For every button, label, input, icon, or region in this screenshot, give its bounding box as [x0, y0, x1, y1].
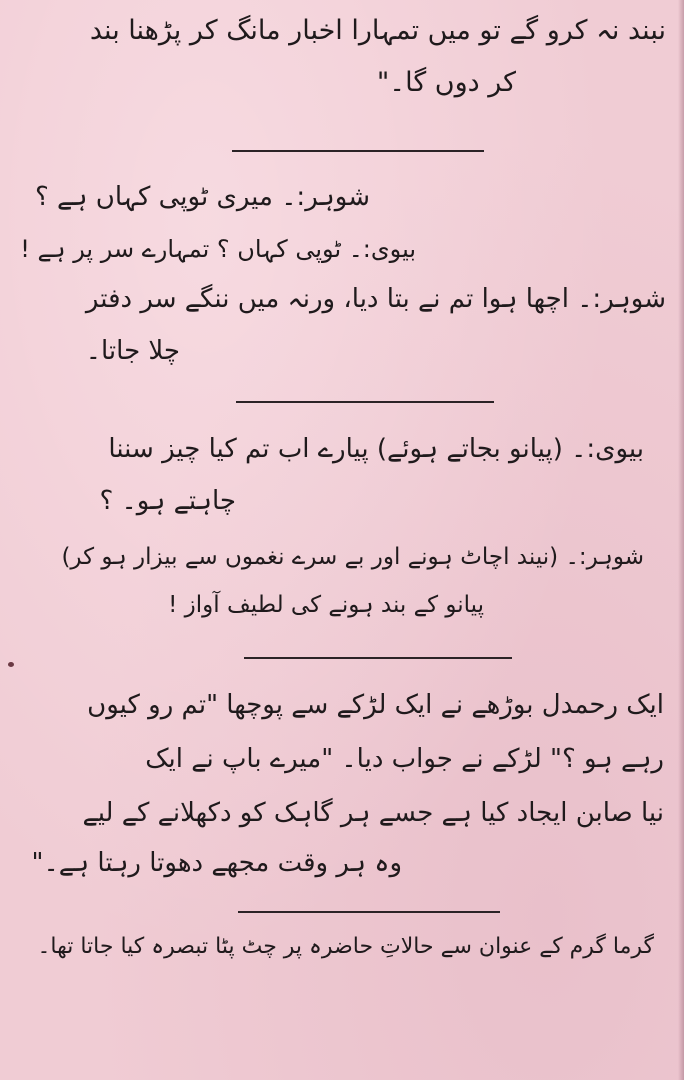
- section-divider: [236, 401, 494, 403]
- text-line: شوہر:۔ اچھا ہوا تم نے بتا دیا، ورنہ میں ننگے سر دفتر: [85, 284, 666, 314]
- text-line: رہے ہو ؟" لڑکے نے جواب دیا۔ "میرے باپ نے ایک: [145, 744, 664, 774]
- ink-speck: [8, 662, 14, 667]
- text-line: نبند نہ کرو گے تو میں تمہارا اخبار مانگ کر پڑھنا بند: [89, 15, 666, 46]
- section-divider: [244, 657, 512, 659]
- text-line: بیوی:۔ ٹوپی کہاں ؟ تمہارے سر پر ہے !: [20, 235, 416, 263]
- text-line: شوہر:۔ میری ٹوپی کہاں ہے ؟: [34, 182, 370, 212]
- text-line: نیا صابن ایجاد کیا ہے جسے ہر گاہک کو دکھلانے کے لیے: [82, 798, 664, 828]
- text-line: چلا جاتا۔: [85, 336, 180, 366]
- section-divider: [232, 150, 484, 152]
- text-line: پیانو کے بند ہونے کی لطیف آواز !: [168, 592, 484, 618]
- text-line: شوہر:۔ (نیند اچاٹ ہونے اور بے سرے نغموں سے بیزار ہو کر): [61, 544, 644, 570]
- page-edge-shadow: [678, 0, 684, 1080]
- text-line: کر دوں گا۔": [376, 67, 516, 98]
- text-line: ایک رحمدل بوڑھے نے ایک لڑکے سے پوچھا "تم رو کیوں: [87, 690, 664, 720]
- section-divider: [238, 911, 500, 913]
- text-line: چاہتے ہو۔ ؟: [99, 486, 236, 516]
- text-line: بیوی:۔ (پیانو بجاتے ہوئے) پیارے اب تم کیا چیز سننا: [108, 434, 644, 464]
- text-line: گرما گرم کے عنوان سے حالاتِ حاضرہ پر چٹ پٹا تبصرہ کیا جاتا تھا۔: [37, 934, 654, 959]
- text-line: وہ ہر وقت مجھے دھوتا رہتا ہے۔": [31, 848, 402, 878]
